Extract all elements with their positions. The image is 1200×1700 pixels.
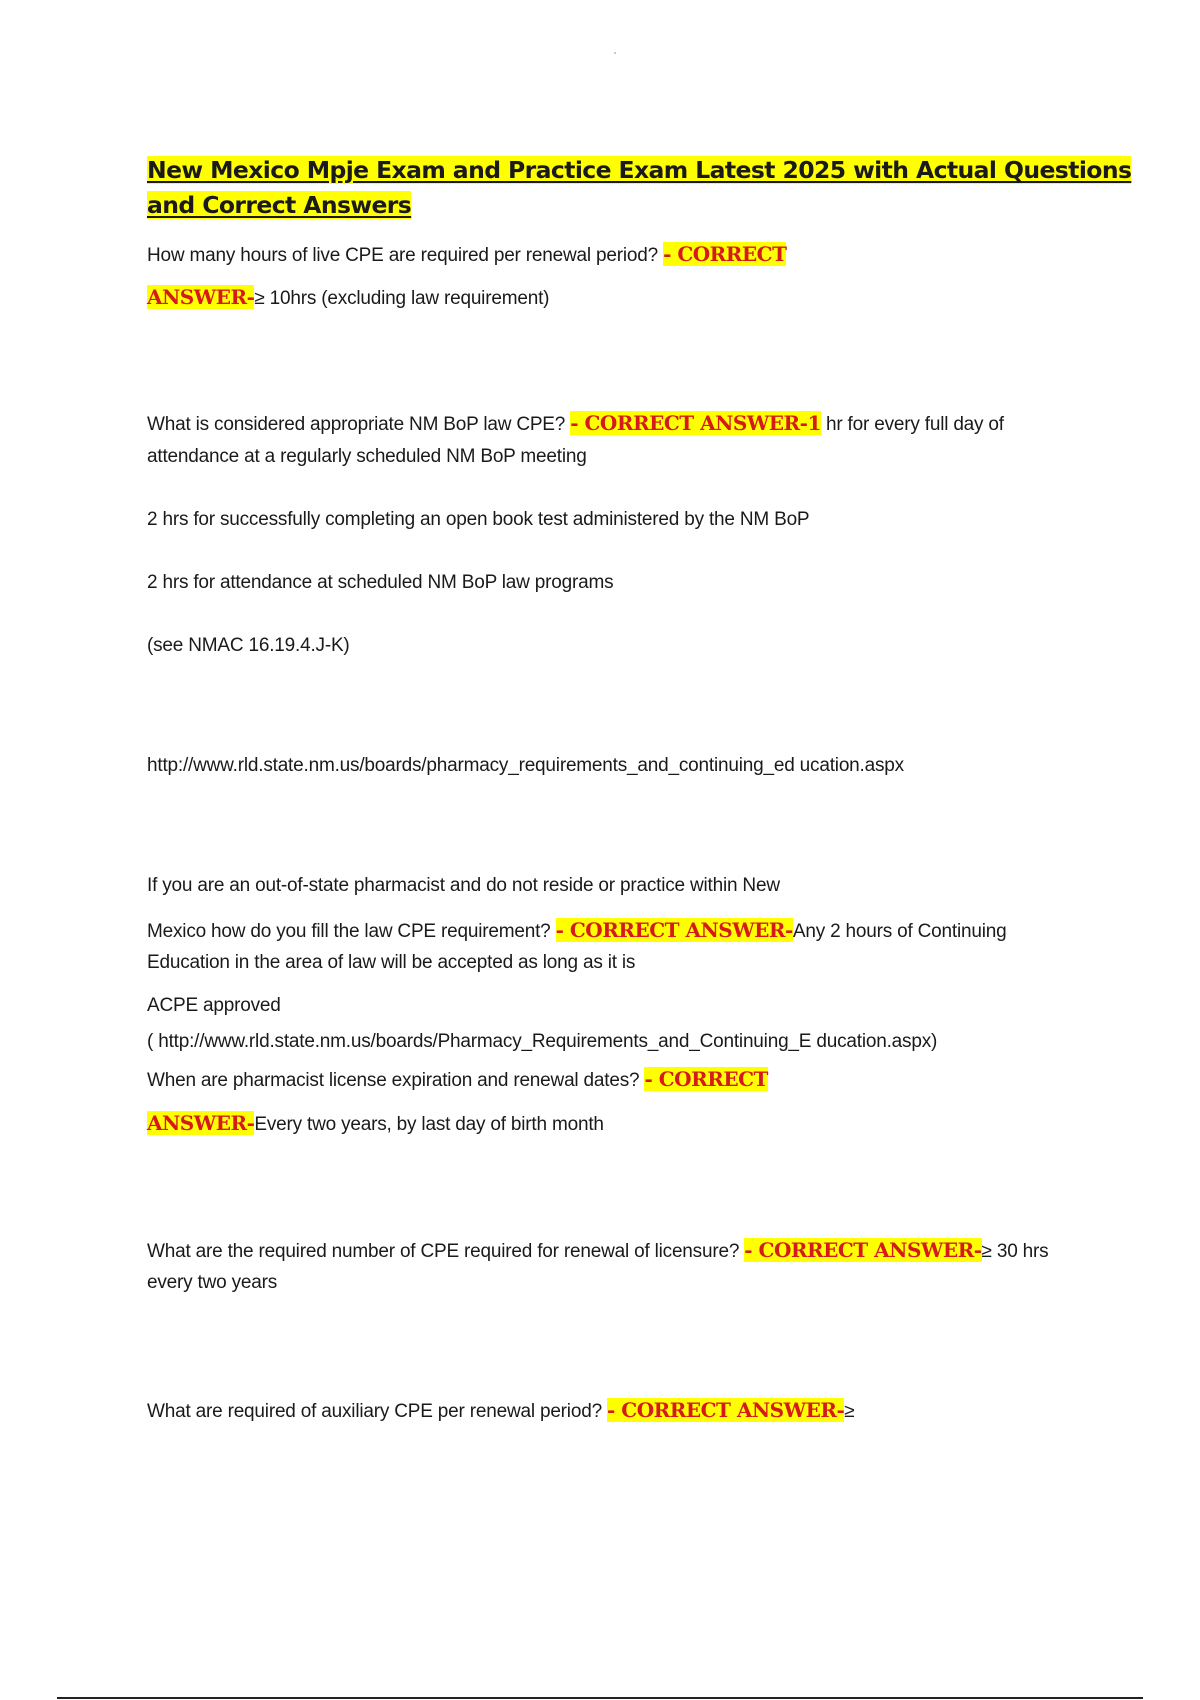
answer-2-line3: 2 hrs for successfully completing an open book test administered by the NM BoP <box>147 509 810 530</box>
question-2: What is considered appropriate NM BoP law CPE? - CORRECT ANSWER-1 hr for every full day of <box>147 411 1004 435</box>
document-title-line1: New Mexico Mpje Exam and Practice Exam Latest 2025 with Actual Questions <box>147 156 1132 184</box>
page-speck <box>614 52 616 54</box>
question-3-line1: If you are an out-of-state pharmacist and do not reside or practice within New <box>147 875 780 896</box>
answer-2-line2: attendance at a regularly scheduled NM BoP meeting <box>147 446 587 467</box>
reference-url-1: http://www.rld.state.nm.us/boards/pharmacy_requirements_and_continuing_ed ucation.aspx <box>147 755 904 776</box>
correct-answer-label: - CORRECT ANSWER- <box>555 918 793 942</box>
correct-answer-label: - CORRECT <box>663 242 787 266</box>
answer-3-line3: ACPE approved <box>147 995 281 1016</box>
correct-answer-label: - CORRECT ANSWER-1 <box>570 411 821 435</box>
question-3-line2: Mexico how do you fill the law CPE requirement? - CORRECT ANSWER-Any 2 hours of Continuing <box>147 918 1007 942</box>
answer-2-reference: (see NMAC 16.19.4.J-K) <box>147 635 350 656</box>
answer-1: ANSWER-≥ 10hrs (excluding law requirement) <box>147 285 550 309</box>
answer-2-line4: 2 hrs for attendance at scheduled NM BoP law programs <box>147 572 614 593</box>
correct-answer-label: - CORRECT ANSWER- <box>607 1398 845 1422</box>
page-bottom-rule <box>57 1697 1143 1699</box>
answer-4: ANSWER-Every two years, by last day of birth month <box>147 1111 604 1135</box>
answer-5-line2: every two years <box>147 1272 278 1293</box>
answer-3-line2: Education in the area of law will be accepted as long as it is <box>147 952 636 973</box>
correct-answer-label: ANSWER- <box>147 1111 255 1135</box>
correct-answer-label: - CORRECT <box>644 1067 768 1091</box>
correct-answer-label: - CORRECT ANSWER- <box>744 1238 982 1262</box>
correct-answer-label: ANSWER- <box>147 285 255 309</box>
question-5: What are the required number of CPE required for renewal of licensure? - CORRECT ANSWER-≥ 30 hrs <box>147 1238 1049 1262</box>
question-6: What are required of auxiliary CPE per renewal period? - CORRECT ANSWER-≥ <box>147 1398 855 1422</box>
question-4: When are pharmacist license expiration and renewal dates? - CORRECT <box>147 1067 768 1091</box>
question-1: How many hours of live CPE are required per renewal period? - CORRECT <box>147 242 787 266</box>
document-title-line2: and Correct Answers <box>147 191 412 219</box>
answer-3-url: ( http://www.rld.state.nm.us/boards/Pharmacy_Requirements_and_Continuing_E ducation.aspx) <box>147 1031 938 1052</box>
